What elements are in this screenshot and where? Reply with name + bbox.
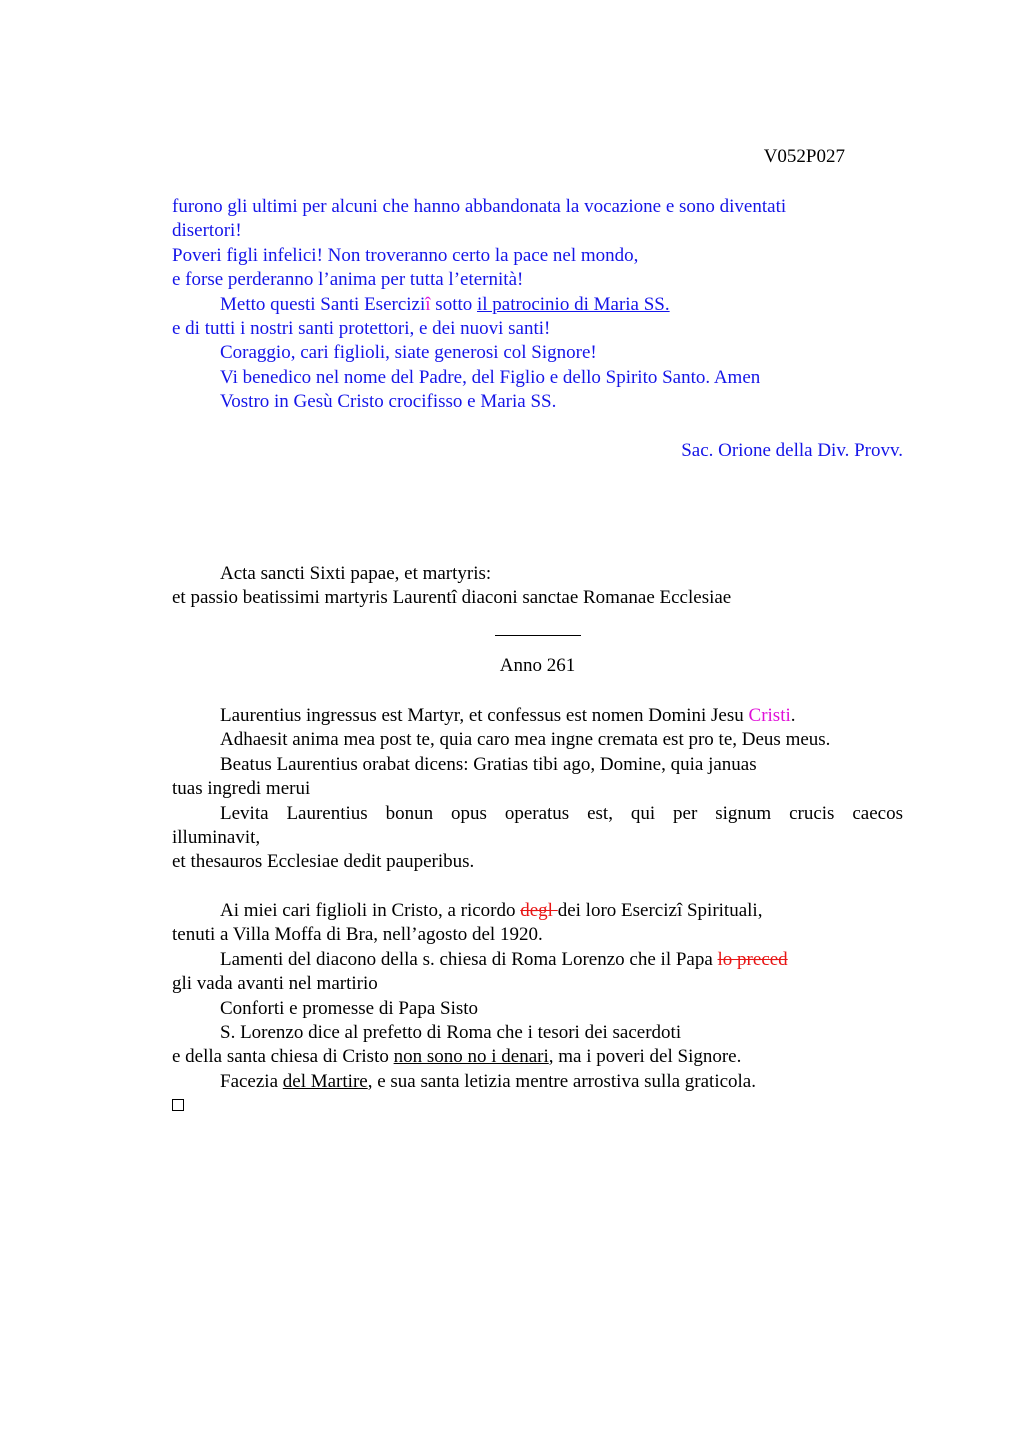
text-span: Lamenti del diacono della s. chiesa di Roma Lorenzo che il Papa [220, 948, 718, 970]
latin-line: Adhaesit anima mea post te, quia caro mea ingne cremata est pro te, Deus meus. [220, 729, 831, 751]
latin-line: Beatus Laurentius orabat dicens: Gratias tibi ago, Domine, quia januas [220, 753, 757, 775]
year-heading: Anno 261 [499, 654, 576, 676]
note-line: tenuti a Villa Moffa di Bra, nell’agosto del 1920. [172, 924, 543, 946]
notes-section [172, 899, 903, 1119]
text-span: dei loro Esercizî Spirituali, [557, 900, 763, 921]
note-line: Conforti e promesse di Papa Sisto [220, 997, 479, 1019]
note-line [172, 1070, 903, 1094]
separator-rule [495, 635, 581, 636]
underlined-text: il patrocinio di Maria SS. [477, 293, 670, 315]
latin-line: Levita Laurentius bonun opus operatus est, qui per signum crucis caecos [220, 802, 903, 824]
text-span: . [790, 705, 796, 726]
note-line [172, 1045, 903, 1069]
underlined-text: non sono no i denari [393, 1046, 549, 1068]
text-span: Metto questi Santi Esercizi [220, 293, 426, 315]
text-span: , e sua santa letizia mentre arrostiva sulla graticola. [367, 1070, 756, 1092]
letter-line [172, 293, 903, 317]
underlined-text: del Martire [282, 1070, 368, 1092]
letter-line: furono gli ultimi per alcuni che hanno abbandonata la vocazione e sono diventati [172, 196, 787, 217]
letter-line: disertori! [172, 220, 242, 242]
note-line [172, 948, 903, 972]
text-span: Ai miei cari figlioli in Cristo, a ricordo [220, 900, 521, 921]
end-box-icon [172, 1099, 184, 1111]
letter-section [172, 195, 903, 463]
latin-line: et thesauros Ecclesiae dedit pauperibus. [172, 851, 475, 873]
note-line [172, 899, 903, 923]
letter-line: e di tutti i nostri santi protettori, e dei nuovi santi! [172, 317, 551, 339]
letter-line: Poveri figli infelici! Non troveranno certo la pace nel mondo, [172, 244, 639, 266]
note-line: S. Lorenzo dice al prefetto di Roma che i tesori dei sacerdoti [220, 1021, 682, 1043]
text-span: e della santa chiesa di Cristo [172, 1046, 394, 1068]
acta-section [172, 562, 903, 678]
latin-line: illuminavit, [172, 826, 261, 848]
letter-line: Vostro in Gesù Cristo crocifisso e Maria SS. [220, 391, 557, 413]
text-span: sotto [430, 293, 477, 315]
deleted-text: degl [520, 900, 558, 921]
text-span: Laurentius ingressus est Martyr, et confessus est nomen Domini Jesu [220, 705, 749, 726]
letter-line: Coraggio, cari figlioli, siate generosi col Signore! [220, 342, 597, 364]
letter-line: Vi benedico nel nome del Padre, del Figlio e dello Spirito Santo. Amen [220, 366, 761, 388]
signature: Sac. Orione della Div. Provv. [681, 439, 903, 461]
highlighted-text: î [425, 293, 431, 315]
text-span: , ma i poveri del Signore. [548, 1046, 742, 1068]
end-marker [172, 1094, 903, 1118]
deleted-text: lo preced [717, 948, 788, 970]
highlighted-text: Cristi [748, 705, 791, 726]
acta-title-line: et passio beatissimi martyris Laurentî diaconi sanctae Romanae Ecclesiae [172, 587, 732, 609]
page-reference: V052P027 [763, 146, 845, 167]
text-span: Facezia [220, 1070, 283, 1092]
latin-section [172, 704, 903, 875]
latin-line [172, 704, 903, 728]
letter-line: e forse perderanno l’anima per tutta l’eternità! [172, 269, 524, 291]
note-line: gli vada avanti nel martirio [172, 973, 378, 995]
latin-line: tuas ingredi merui [172, 778, 311, 800]
acta-title-line: Acta sancti Sixti papae, et martyris: [220, 563, 492, 584]
